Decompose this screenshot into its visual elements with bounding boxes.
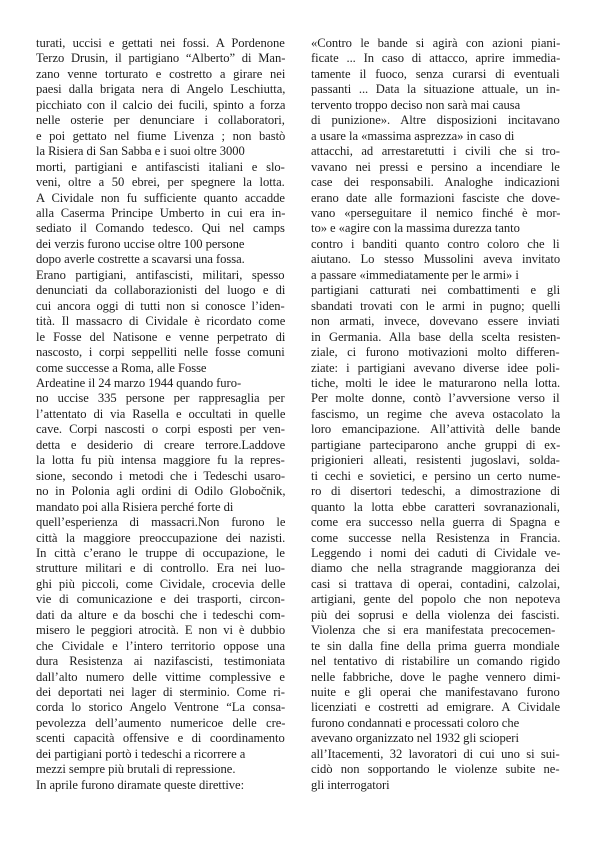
text-line: di punizione». Altre disposizioni incitavano [311,113,560,128]
text-line: ziale, ci furono motivazioni molto differen- [311,345,560,360]
text-line: ziate: i partigiani avevano diverse idee poli- [311,360,560,375]
text-line: tervento troppo deciso non sarà mai causa [311,97,521,112]
text-line: no uccise 335 persone per rappresaglia per [36,391,285,406]
text-line: come successe nella Resistenza in Francia. [311,530,560,545]
text-line: «Contro le bande si agirà con azioni piani- [311,36,560,50]
text-column-left [36,36,285,793]
text-line: prigionieri alleati, resistenti jugoslavi, solda- [311,453,560,468]
text-line: dura Resistenza ai nazifascisti, testimoniata [36,654,285,669]
text-line: sbandati trovati con le armi in pugno; quelli [311,298,560,313]
text-line: Terzo Drusin, il partigiano “Alberto” di Man- [36,51,285,66]
text-line: quell’esperienza di massacri.Non furono le [36,515,285,530]
text-line: che Cividale e l’intero territorio oppose una [36,638,285,653]
text-line: dei partigiani portò i tedeschi a ricorrere a [36,746,246,761]
text-line: dei verzis furono uccise oltre 100 persone [36,236,245,251]
text-line: vie di comunicazione e dei trasporti, circon- [36,592,285,607]
text-line: all’Itacementi, 32 lavoratori di cui uno si sui- [311,746,560,761]
text-line: ro di disertori tedeschi, a dimostrazione di [311,484,560,499]
text-line: dati da alture e da boschi che i tedeschi com- [36,607,285,622]
text-line: scenti capacità offensive e di coordinamento [36,731,285,746]
text-line: mandato poi alla Risiera perché forte di [36,499,234,514]
text-line: corda lo storico Angelo Ventrone “La consa- [36,700,285,715]
text-line: alla Caserma Principe Umberto in cui era in- [36,205,285,220]
text-line: fascismo, un regime che aveva ostacolato la [311,406,560,421]
text-line: turati, uccisi e gettati nei fossi. A Pordenone [36,36,285,50]
text-line: tità. Il massacro di Cividale è ricordato come [36,314,285,329]
text-line: Erano partigiani, antifascisti, militari, spesso [36,267,285,282]
text-line: cidò non sopportando le violenze subite ne- [311,762,560,777]
text-line: loro emancipazione. All’attività delle bande [311,422,560,437]
text-line: partigiane parteciparono anche gruppi di ex- [311,437,560,452]
text-line: furono condannati e processati coloro che [311,715,520,730]
text-line: Leggendo i nomi dei caduti di Cividale ve- [311,545,560,560]
text-line: morti, partigiani e antifascisti italiani e slo- [36,159,285,174]
text-line: nelle fabbriche, dove le paghe vennero dimi- [311,669,560,684]
text-line: cui ancora oggi di tutti non si conosce l’iden- [36,298,285,313]
text-line: nel tentativo di ristabilire un comando rigido [311,654,560,669]
text-line: nuite e gli operai che manifestavano furono [311,685,560,700]
text-line: In aprile furono diramate queste direttive: [36,777,245,792]
text-line: la lotta fu più intensa maggiore fu la repres- [36,453,285,468]
text-line: aiutano. Lo stesso Mussolini aveva invitato [311,252,560,267]
text-line: pevolezza dell’aumento numericoe delle cre- [36,715,285,730]
text-line: e poi gettato nel fiume Livenza ; non bastò [36,128,285,143]
text-line: contro i banditi quanto contro coloro che li [311,236,560,251]
text-line: ti cechi e sovietici, e persino un certo nume- [311,468,560,483]
text-line: misero le peggiori atrocità. E non vi è dubbio [36,623,285,638]
text-line: dopo averle costrette a scavarsi una fossa. [36,252,245,267]
text-line: paesi dalla brigata nera di Angelo Leschiutta, [36,82,285,97]
text-line: nelle osterie per denunciare i collaboratori, [36,113,285,128]
text-line: casi si trattava di operai, contadini, calzolai, [311,576,560,591]
text-line: dall’alto numero delle vittime complessive e [36,669,285,684]
text-line: to» e «agire con la massima durezza tanto [311,221,520,236]
text-line: le Fosse del Natisone e venne perpetrato di [36,329,285,344]
text-line: no in Polonia agli ordini di Odilo Globočnik, [36,484,285,499]
text-line: partigiani catturati nei combattimenti e gli [311,283,560,298]
text-line: l’attentato di via Rasella e occultati in quelle [36,406,285,421]
text-line: gli interrogatori [311,777,390,792]
text-line: Violenza che si era manifestata precocemen- [311,623,556,638]
text-line: non armati, invece, dovevano essere inviati [311,314,560,329]
text-line: cave. Corpi nascosti o corpi esposti per ven- [36,422,285,437]
text-line: quanto la lotta ebbe caratteri sovranazionali, [311,499,560,514]
text-line: passanti ... Data la situazione attuale, un in- [311,82,560,97]
text-line: case dei responsabili. Analoghe indicazioni [311,175,560,190]
text-line: vavano nei pressi e persino a incendiare le [311,159,560,174]
text-line: in Germania. Alla base della scelta resisten- [311,329,560,344]
text-column-right [311,36,560,793]
text-line: denunciati da collaborazionisti del luogo e di [36,283,285,298]
text-line: come successe a Roma, alle Fosse [36,360,207,375]
text-line: mezzi sempre più brutali di repressione. [36,762,236,777]
text-line: erano date alle formazioni fasciste che dove- [311,190,560,205]
text-line: Per molte donne, contò l’avversione verso il [311,391,560,406]
text-line: detta e desiderio di creare terrore.Laddove [36,437,285,452]
text-line: dei deportati nei lager di sterminio. Come ri- [36,685,285,700]
text-line: In città c’erano le truppe di occupazione, le [36,545,285,560]
text-line: zano venne torturato e costretto a girare nei [36,66,285,81]
text-line: vano «perseguitare il nemico finché è mor- [311,205,560,220]
text-line: attacchi, ad arrestaretutti i civili che si tro- [311,144,560,159]
text-line: A Cividale non fu sufficiente quanto accadde [36,190,285,205]
text-line: sione, secondo i metodi che i Tedeschi usaro- [36,468,285,483]
text-line: ghi più piccoli, come Cividale, crocevia delle [36,576,285,591]
text-line: tiche, molti le idee le maturarono nella lotta. [311,375,560,390]
text-line: picchiato con il calcio dei fucili, spinto a forza [36,97,285,112]
text-line: Ardeatine il 24 marzo 1944 quando furo- [36,375,242,390]
text-line: la Risiera di San Sabba e i suoi oltre 3000 [36,144,245,159]
text-line: avevano organizzato nel 1932 gli scioperi [311,731,519,746]
text-line: più dei soprusi e della violenza dei fascisti. [311,607,560,622]
text-line: ficate ... In caso di attacco, aprire immedia- [311,51,560,66]
text-line: come era successo nella guerra di Spagna e [311,515,560,530]
text-line: sediato il Comando tedesco. Qui nel camps [36,221,285,236]
text-line: te sin dalla fine della prima guerra mondiale [311,638,560,653]
text-line: licenziati e costretti ad emigrare. A Cividale [311,700,560,715]
text-line: nascosto, i corpi seppelliti nelle fosse comuni [36,345,285,360]
text-line: città la maggiore preoccupazione dei nazisti. [36,530,285,545]
text-line: a passare «immediatamente per le armi» i [311,267,519,282]
text-line: veni, oltre a 50 ebrei, per spegnere la lotta. [36,175,285,190]
text-line: artigiani, gente del popolo che non nepoteva [311,592,560,607]
text-line: diamo che nella stragrande maggioranza dei [311,561,560,576]
text-line: strutture militari e di controllo. Era nei luo- [36,561,285,576]
text-line: a usare la «massima asprezza» in caso di [311,128,515,143]
text-line: tamente il fuoco, senza curarsi di eventuali [311,66,560,81]
